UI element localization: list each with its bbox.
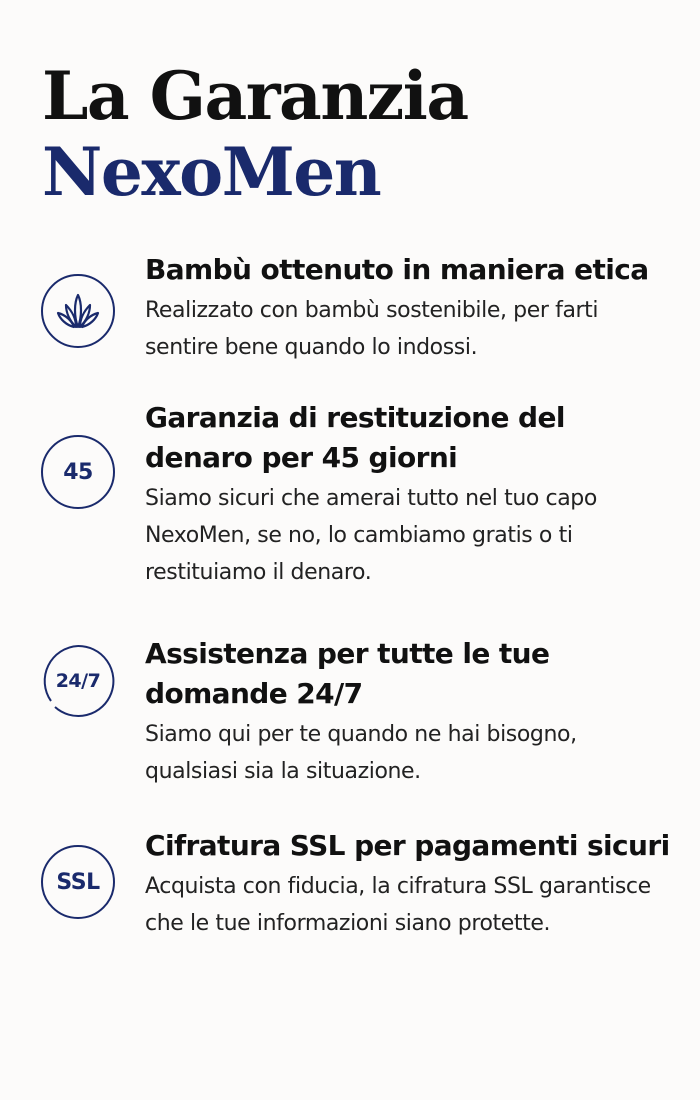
feature-title: Cifratura SSL per pagamenti sicuri bbox=[145, 829, 670, 862]
icon-label: 45 bbox=[63, 459, 93, 485]
bamboo-leaf-icon bbox=[41, 274, 115, 348]
feature-title: Bambù ottenuto in maniera etica bbox=[145, 253, 649, 286]
feature-description: Siamo sicuri che amerai tutto nel tuo capo NexoMen, se no, lo cambiamo gratis o ti restituiamo il denaro. bbox=[145, 486, 597, 585]
icon-label: 24/7 bbox=[55, 670, 101, 692]
title-line-1: La Garanzia bbox=[42, 57, 468, 135]
ssl-lock-icon bbox=[41, 845, 115, 919]
feature-text bbox=[145, 398, 675, 591]
feature-text bbox=[145, 250, 675, 366]
feature-description: Acquista con fiducia, la cifratura SSL garantisce che le tue informazioni siano protette. bbox=[145, 874, 651, 936]
feature-text bbox=[145, 634, 675, 790]
brand-name: NexoMen bbox=[42, 133, 381, 211]
feature-title: Garanzia di restituzione del denaro per 45 giorni bbox=[145, 401, 565, 474]
24-7-support-icon bbox=[41, 644, 115, 718]
feature-description: Realizzato con bambù sostenibile, per farti sentire bene quando lo indossi. bbox=[145, 298, 599, 360]
icon-label: SSL bbox=[56, 869, 100, 895]
45-days-icon bbox=[41, 435, 115, 509]
feature-description: Siamo qui per te quando ne hai bisogno, qualsiasi sia la situazione. bbox=[145, 722, 577, 784]
feature-title: Assistenza per tutte le tue domande 24/7 bbox=[145, 637, 550, 710]
feature-text bbox=[145, 826, 675, 942]
page-title bbox=[42, 58, 468, 210]
